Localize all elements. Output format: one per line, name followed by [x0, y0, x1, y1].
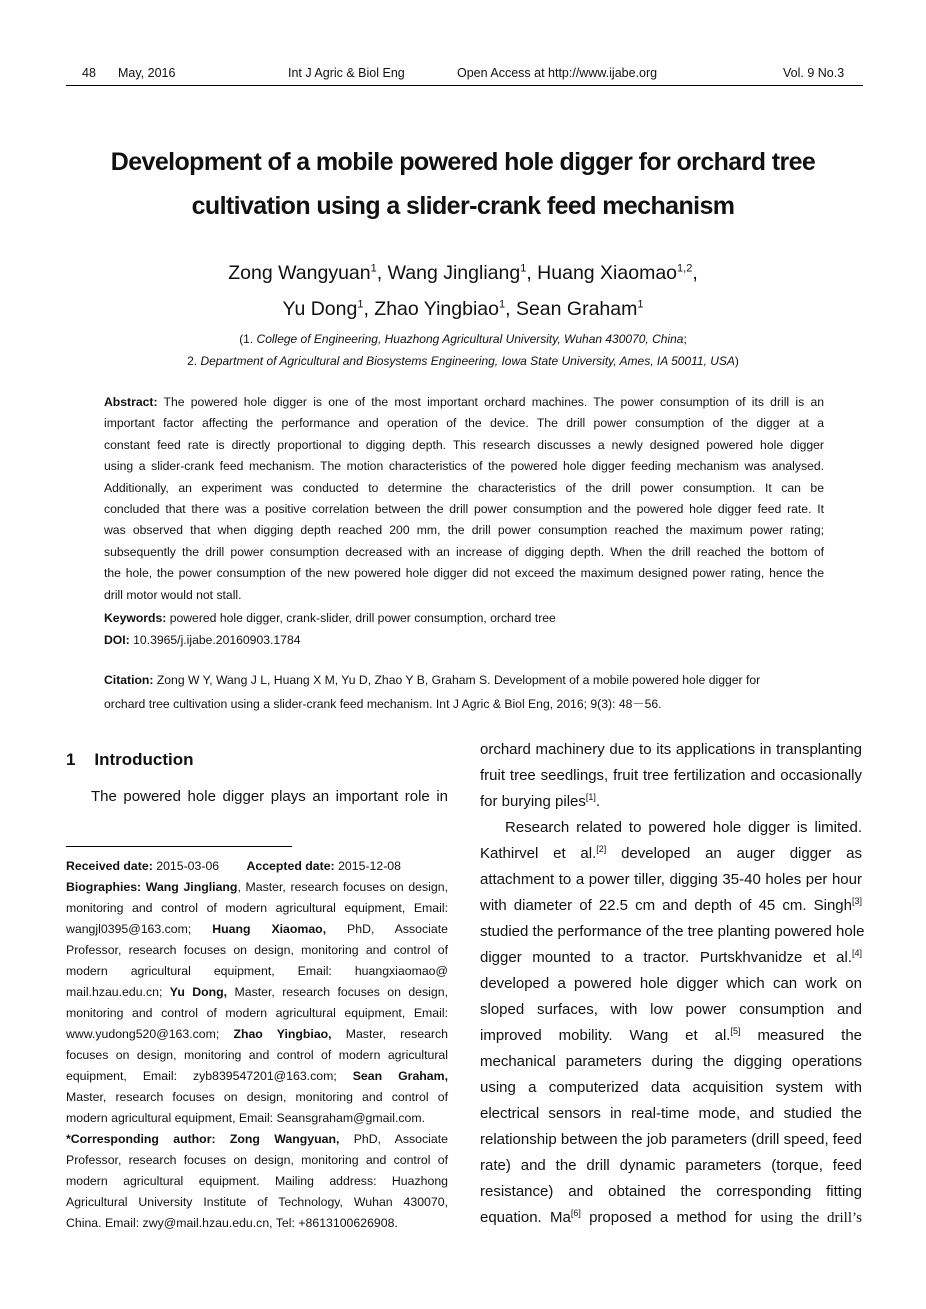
rc-text: Research related to powered hole digger is limited.	[505, 819, 862, 836]
footnote-line	[66, 1171, 448, 1192]
author-line2: Yu Dong$^1$, Zhao Yingbiao$^1$, Sean Graham$^1$	[282, 298, 644, 320]
author-name: Yu Dong	[282, 298, 358, 320]
author-name: Zong Wangyuan	[228, 262, 371, 284]
section-number: 1	[66, 750, 76, 769]
accepted-label: Accepted date:	[246, 859, 335, 873]
footnote-line	[66, 961, 448, 982]
footnote-line	[66, 1129, 448, 1150]
author-name: Wang Jingliang	[387, 262, 521, 284]
footnote-text: Master, research focuses on design, monitoring and control of	[66, 1090, 448, 1104]
rc-text: for burying piles	[480, 793, 586, 810]
reference-marker: [4]	[851, 948, 862, 958]
rc-line: attachment to a power tiller, digging 35-40 holes per hour	[480, 871, 862, 888]
rc-line	[480, 1023, 862, 1049]
footnote-text: , Master, research focuses on design,	[237, 880, 448, 894]
reference-marker: [5]	[730, 1026, 741, 1036]
abstract-line	[104, 502, 824, 516]
footnote-line	[66, 877, 448, 898]
received-date: 2015-03-06	[156, 859, 220, 873]
intro-paragraph	[66, 788, 448, 805]
author-affil: 1,2	[677, 262, 693, 275]
rc-line	[480, 815, 862, 841]
abstract-text: the hole, the power consumption of the new powered hole digger did not exceed the maximum designed power rating, hence the	[104, 566, 824, 581]
section-title: Introduction	[94, 750, 194, 769]
footnote-bold: Yu Dong,	[169, 985, 228, 999]
author-name: Sean Graham	[515, 298, 638, 320]
footnote-line	[66, 1066, 448, 1087]
abstract-text: subsequently the drill power consumption decreased with an increase of digging depth. When the drill reached the bottom of	[104, 544, 824, 559]
footnote-text: mail.hzau.edu.cn;	[66, 985, 170, 999]
dates	[66, 856, 448, 877]
rc-text: improved mobility. Wang et al.	[480, 1027, 731, 1044]
doi-label: DOI:	[104, 633, 130, 647]
citation-line1	[104, 673, 824, 687]
rc-line: using a computerized data acquisition system with	[480, 1079, 862, 1096]
doi	[104, 633, 824, 647]
author-name: Zhao Yingbiao	[374, 298, 499, 320]
author-affil: 1	[498, 298, 506, 311]
footnote-line	[66, 1150, 448, 1171]
author-name: Huang Xiaomao	[537, 262, 678, 284]
footnote-line	[66, 1087, 448, 1108]
journal-name: Int J Agric & Biol Eng	[288, 66, 405, 80]
footnote-text: modern agricultural equipment. Mailing address: Huazhong	[66, 1174, 448, 1188]
footnote-line	[66, 982, 448, 1003]
abstract-line	[104, 459, 824, 473]
abstract-line	[104, 438, 824, 452]
rc-line: rate) and the drill dynamic parameters (torque, feed	[480, 1157, 862, 1174]
footnote-line	[66, 1024, 448, 1045]
footnote-text: PhD, Associate	[326, 922, 448, 936]
footnote-text: www.yudong520@163.com;	[66, 1027, 234, 1041]
footnote-text: focuses on design, monitoring and control of modern agricultural	[66, 1048, 448, 1062]
volume: Vol. 9 No.3	[783, 66, 845, 80]
page-number: 48	[82, 66, 96, 80]
rc-line: orchard machinery due to its applications in transplanting	[480, 741, 862, 758]
citation-text: Zong W Y, Wang J L, Huang X M, Yu D, Zhao Y B, Graham S. Development of a mobile powered hole digger for	[156, 673, 761, 687]
citation-line2: orchard tree cultivation using a slider-crank feed mechanism. Int J Agric & Biol Eng, 2016; 9(3): 48－56.	[104, 697, 662, 711]
author-affil: 1	[637, 298, 644, 311]
rc-text: Kathirvel et al.	[480, 845, 597, 862]
footnote-bold: Huang Xiaomao,	[212, 922, 327, 936]
rc-text: using the drill’s	[760, 1210, 862, 1226]
rc-text: proposed a method for	[580, 1209, 761, 1226]
footnote-line	[66, 1003, 448, 1024]
abstract-line	[104, 523, 824, 537]
footnote-text: modern agricultural equipment, Email: Seansgraham@gmail.com.	[66, 1111, 426, 1125]
reference-marker: [6]	[570, 1208, 581, 1218]
abstract-line	[104, 566, 824, 580]
footnote-text: PhD, Associate	[339, 1132, 448, 1146]
affiliation-1-text: College of Engineering, Huazhong Agricultural University, Wuhan 430070, China	[256, 332, 684, 346]
author-line1: Zong Wangyuan$^1$, Wang Jingliang$^1$, Huang Xiaomao$^{1,2}$,	[228, 262, 698, 284]
reference-marker: [2]	[596, 844, 607, 854]
affiliation-1: (1. College of Engineering, Huazhong Agricultural University, Wuhan 430070, China;	[239, 332, 687, 346]
rc-line: mechanical parameters during the digging operations	[480, 1053, 862, 1070]
footnote-text: Agricultural University Institute of Technology, Wuhan 430070,	[66, 1195, 448, 1209]
footnote-text: wangjl0395@163.com;	[66, 922, 213, 936]
rc-line: resistance) and obtained the corresponding fitting	[480, 1183, 862, 1200]
open-access-url: Open Access at http://www.ijabe.org	[457, 66, 658, 80]
footnote-text: equipment, Email: zyb839547201@163.com;	[66, 1069, 353, 1083]
abstract-line	[104, 481, 824, 495]
abstract-text: constant feed rate is directly proportional to digging depth. This research discusses a newly designed powered hole digger	[104, 437, 824, 452]
footnote-line	[66, 1192, 448, 1213]
accepted-date: 2015-12-08	[338, 859, 401, 873]
abstract-text: concluded that there was a positive correlation between the drill power consumption and the powered hole digger feed rate. It	[104, 502, 824, 516]
abstract-text: The powered hole digger is one of the most important orchard machines. The power consumption of its drill is an	[163, 395, 824, 409]
abstract-line	[104, 545, 824, 559]
abstract-line	[104, 395, 824, 409]
rc-line	[480, 945, 862, 971]
intro-text: The powered hole digger plays an important role in	[91, 788, 448, 805]
footnote-text: monitoring and control of modern agricultural equipment, Email:	[66, 901, 448, 915]
doi-text: 10.3965/j.ijabe.20160903.1784	[133, 633, 301, 647]
rc-line: sloped surfaces, with low power consumption and	[480, 1001, 862, 1018]
citation-label: Citation:	[104, 673, 154, 687]
author-affil: 1	[520, 262, 527, 275]
abstract-text: was observed that when digging depth reached 200 mm, the drill power consumption reached the maximum power rating;	[104, 523, 824, 538]
abstract-line	[104, 588, 824, 602]
section-heading	[66, 750, 194, 770]
rc-line	[480, 1205, 862, 1231]
footnote-line	[66, 919, 448, 940]
received-label: Received date:	[66, 859, 153, 873]
footnote-line	[66, 1045, 448, 1066]
footnote-line	[66, 898, 448, 919]
footnote-text: Professor, research focuses on design, monitoring and control of	[66, 943, 448, 957]
keywords	[104, 611, 824, 625]
author-affil: 1	[357, 298, 364, 311]
footnote-text: Master, research	[331, 1027, 448, 1041]
footnote-text: modern agricultural equipment, Email: huangxiaomao@	[66, 964, 448, 978]
paper-title-line2: cultivation using a slider-crank feed mechanism	[191, 192, 735, 220]
rc-text: with diameter of 22.5 cm and depth of 45 cm. Singh	[480, 897, 852, 914]
rc-line: electrical sensors in real-time mode, and studied the	[480, 1105, 862, 1122]
abstract-label: Abstract:	[104, 395, 158, 409]
rc-line: relationship between the job parameters (drill speed, feed	[480, 1131, 862, 1148]
header-rule	[66, 85, 863, 86]
reference-marker: [3]	[851, 896, 862, 906]
rc-line	[480, 789, 862, 815]
footnote-text: Professor, research focuses on design, monitoring and control of	[66, 1153, 448, 1167]
footnote-line	[66, 1108, 448, 1129]
rc-line: fruit tree seedlings, fruit tree fertilization and occasionally	[480, 767, 862, 784]
footnote-bold: Biographies: Wang Jingliang	[66, 880, 238, 894]
footnote-line	[66, 940, 448, 961]
footnote-bold: *Corresponding author: Zong Wangyuan,	[66, 1132, 340, 1146]
abstract-text: important factor affecting the performance and operation of the device. The drill power consumption of the digger at a	[104, 416, 824, 431]
footnote-bold: Zhao Yingbiao,	[233, 1027, 332, 1041]
rc-text: developed an auger digger as	[606, 845, 863, 862]
rc-line	[480, 841, 862, 867]
footnote-line	[66, 1213, 448, 1234]
rc-line: studied the performance of the tree planting powered hole	[480, 923, 865, 940]
issue-date: May, 2016	[118, 66, 176, 80]
footnote-rule	[66, 846, 292, 847]
abstract-text: drill motor would not stall.	[104, 587, 242, 602]
paper-title-line1: Development of a mobile powered hole digger for orchard tree	[110, 148, 816, 176]
rc-text: equation. Ma	[480, 1209, 571, 1226]
affiliation-2: 2. Department of Agricultural and Biosystems Engineering, Iowa State University, Ames, IA 50011, USA)	[187, 354, 739, 368]
rc-text: measured the	[740, 1027, 863, 1044]
reference-marker: [1]	[585, 792, 596, 802]
footnote-bold: Sean Graham,	[352, 1069, 448, 1083]
rc-line: developed a powered hole digger which can work on	[480, 975, 862, 992]
keywords-label: Keywords:	[104, 611, 167, 625]
keywords-text: powered hole digger, crank-slider, drill power consumption, orchard tree	[169, 611, 556, 625]
abstract-text: Additionally, an experiment was conducted to determine the characteristics of the drill power consumption. It can be	[104, 480, 824, 495]
footnote-text: China. Email: zwy@mail.hzau.edu.cn, Tel: +8613100626908.	[66, 1216, 398, 1230]
affiliation-2-text: Department of Agricultural and Biosystems Engineering, Iowa State University, Ames, IA 50011, USA	[200, 354, 735, 368]
rc-line	[480, 893, 862, 919]
rc-text: digger mounted to a tractor. Purtskhvanidze et al.	[480, 949, 852, 966]
rc-text: .	[595, 793, 601, 810]
footnote-text: monitoring and control of modern agricultural equipment, Email:	[66, 1006, 448, 1020]
author-affil: 1	[370, 262, 377, 275]
footnote-text: Master, research focuses on design,	[227, 985, 448, 999]
abstract-text: using a slider-crank feed mechanism. The motion characteristics of the powered hole digger feeding mechanism was analysed.	[104, 459, 824, 474]
abstract-line	[104, 416, 824, 430]
